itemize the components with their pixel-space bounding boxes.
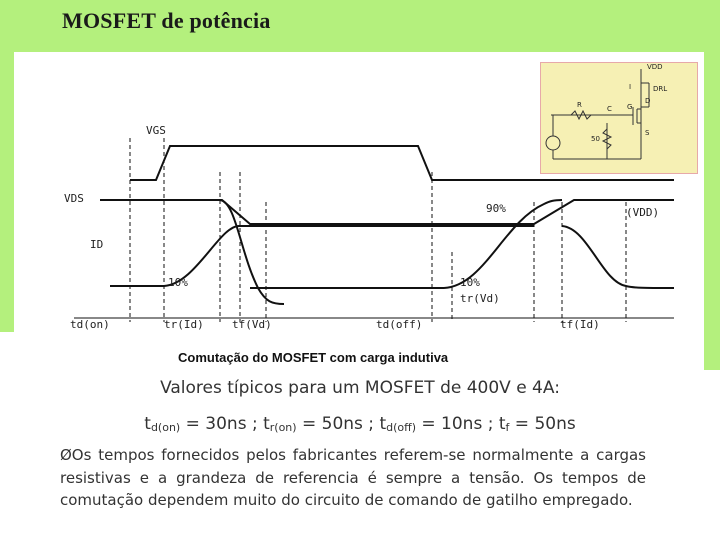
label-vgs: VGS xyxy=(146,124,166,137)
label-vdd-paren: (VDD) xyxy=(626,206,660,219)
tr-on-prefix: t xyxy=(263,414,270,434)
td-on-prefix: t xyxy=(144,414,151,434)
td-off-prefix: t xyxy=(379,414,387,434)
circuit-drl: DRL xyxy=(653,85,668,93)
label-tr-id: tr(Id) xyxy=(164,318,204,331)
typical-values-heading: Valores típicos para um MOSFET de 400V e 4A: xyxy=(160,378,560,398)
label-tf-id: tf(Id) xyxy=(560,318,600,331)
circuit-i: I xyxy=(629,83,632,91)
circuit-g: G xyxy=(627,103,633,111)
tr-on-sub: r(on) xyxy=(269,421,297,434)
id-fall xyxy=(562,226,674,288)
circuit-c: C xyxy=(607,105,612,113)
circuit-schematic xyxy=(540,62,698,174)
td-off-sub: d(off) xyxy=(386,421,416,434)
tf-value: = 50ns xyxy=(509,414,576,434)
label-vds: VDS xyxy=(64,192,84,205)
slide-title: MOSFET de potência xyxy=(62,8,271,33)
body-paragraph: ØOs tempos fornecidos pelos fabricantes referem-se normalmente a cargas resistivas e a grandeza de referencia é sempre a tensão. Os tempos de comutação dependem muito do circuito de comando de gatilho empregado. xyxy=(60,446,646,509)
figure-caption: Comutação do MOSFET com carga indutiva xyxy=(178,350,449,365)
td-on-value: = 30ns ; xyxy=(180,414,264,434)
label-90pct: 90% xyxy=(486,202,506,215)
circuit-s: S xyxy=(645,129,650,137)
right-accent-bar xyxy=(704,52,720,370)
tf-prefix: t xyxy=(498,414,506,434)
label-id: ID xyxy=(90,238,104,251)
label-tr-vd: tr(Vd) xyxy=(460,292,500,305)
label-td-off: td(off) xyxy=(376,318,423,331)
vds-trace xyxy=(100,200,674,224)
circuit-r50: 50 xyxy=(591,135,600,143)
circuit-r: R xyxy=(577,101,582,109)
label-10pct-a: 10% xyxy=(168,276,188,289)
circuit-vdd: VDD xyxy=(647,63,663,71)
label-10pct-b: 10% xyxy=(460,276,480,289)
circuit-d: D xyxy=(645,97,651,105)
left-accent-bar xyxy=(0,52,14,332)
typical-values-line xyxy=(0,414,720,434)
tr-on-value: = 50ns ; xyxy=(296,414,380,434)
td-off-value: = 10ns ; xyxy=(415,414,499,434)
tf-sub: f xyxy=(505,421,510,434)
label-tf-vd: tf(Vd) xyxy=(232,318,272,331)
label-td-on: td(on) xyxy=(70,318,110,331)
td-on-sub: d(on) xyxy=(150,421,181,434)
circuit-diagram xyxy=(541,63,697,173)
